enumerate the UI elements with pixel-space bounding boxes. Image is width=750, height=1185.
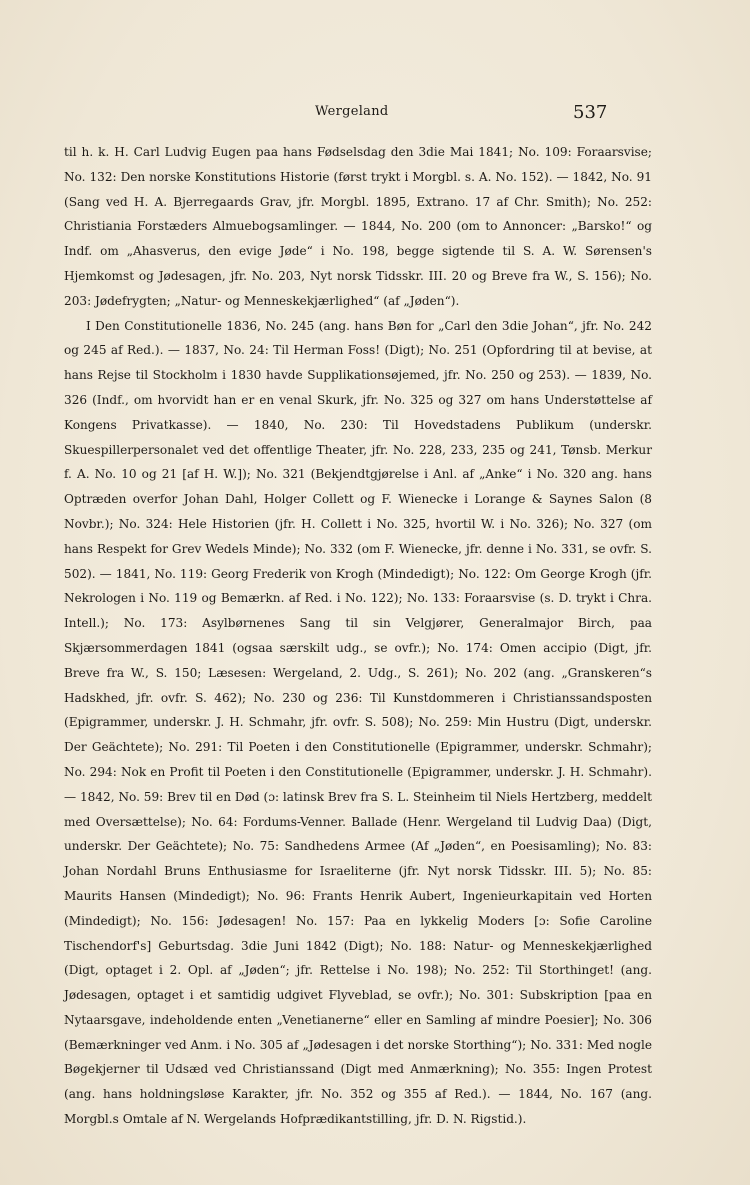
running-head <box>0 104 750 126</box>
body-text <box>64 140 652 1132</box>
paragraph-continuation: til h. k. H. Carl Ludvig Eugen paa hans Fødselsdag den 3die Mai 1841; No. 109: Foraarsvise; No. 132: Den norske Konstitutions Historie (først trykt i Morgbl. s. A. No. 152). — 1842, No. 91 (Sang ved H. A. Bjerregaards Grav, jfr. Morgbl. 1895, Extrano. 17 af Chr. Smith); No. 252: Christiania Forstæders Almuebogsamlinger. — 1844, No. 200 (om to Annoncer: „Barsko!“ og Indf. om „Ahasverus, den evige Jøde“ i No. 198, begge sigtende til S. A. W. Sørensen's Hjemkomst og Jødesagen, jfr. No. 203, Nyt norsk Tidsskr. III. 20 og Breve fra W., S. 156); No. 203: Jødefrygten; „Natur- og Menneskekjærlighed“ (af „Jøden“). <box>64 145 652 308</box>
running-head-title: Wergeland <box>315 104 389 119</box>
page-number: 537 <box>573 102 608 123</box>
paragraph-den-constitutionelle: I Den Constitutionelle 1836, No. 245 (ang. hans Bøn for „Carl den 3die Johan“, jfr. No. 242 og 245 af Red.). — 1837, No. 24: Til Herman Foss! (Digt); No. 251 (Opfordring til at bevise, at hans Rejse til Stockholm i 1830 havde Supplikationsøjemed, jfr. No. 250 og 253). — 1839, No. 326 (Indf., om hvorvidt han er en venal Skurk, jfr. No. 325 og 327 om hans Understøttelse af Kongens Privatkasse). — 1840, No. 230: Til Hovedstadens Publikum (underskr. Skuespillerpersonalet ved det offentlige Theater, jfr. No. 228, 233, 235 og 241, Tønsb. Merkur f. A. No. 10 og 21 [af H. W.]); No. 321 (Bekjendtgjørelse i Anl. af „Anke“ i No. 320 ang. hans Optræden overfor Johan Dahl, Holger Collett og F. Wienecke i Lorange & Saynes Salon (8 Novbr.); No. 324: Hele Historien (jfr. H. Collett i No. 325, hvortil W. i No. 326); No. 327 (om hans Respekt for Grev Wedels Minde); No. 332 (om F. Wienecke, jfr. denne i No. 331, se ovfr. S. 502). — 1841, No. 119: Georg Frederik von Krogh (Mindedigt); No. 122: Om George Krogh (jfr. Nekrologen i No. 119 og Bemærkn. af Red. i No. 122); No. 133: Foraarsvise (s. D. trykt i Chra. Intell.); No. 173: Asylbørnenes Sang til sin Velgjører, Generalmajor Birch, paa Skjærsommerdagen 1841 (ogsaa særskilt udg., se ovfr.); No. 174: Omen accipio (Digt, jfr. Breve fra W., S. 150; Læsesen: Wergeland, 2. Udg., S. 261); No. 202 (ang. „Granskeren“s Hadskhed, jfr. ovfr. S. 462); No. 230 og 236: Til Kunstdommeren i Christianssandsposten (Epigrammer, underskr. J. H. Schmahr, jfr. ovfr. S. 508); No. 259: Min Hustru (Digt, underskr. Der Geächtete); No. 291: Til Poeten i den Constitutionelle (Epigrammer, underskr. Schmahr); No. 294: Nok en Profit til Poeten i den Constitutionelle (Epigrammer, underskr. J. H. Schmahr). — 1842, No. 59: Brev til en Død (ɔ: latinsk Brev fra S. L. Steinheim til Niels Hertzberg, meddelt med Oversættelse); No. 64: Fordums-Venner. Ballade (Henr. Wergeland til Ludvig Daa) (Digt, underskr. Der Geächtete); No. 75: Sandhedens Armee (Af „Jøden“, en Poesisamling); No. 83: Johan Nordahl Bruns Enthusiasme for Israeliterne (jfr. Nyt norsk Tidsskr. III. 5); No. 85: Maurits Hansen (Mindedigt); No. 96: Frants Henrik Aubert, Ingenieurkapitain ved Horten (Mindedigt); No. 156: Jødesagen! No. 157: Paa en lykkelig Moders [ɔ: Sofie Caroline Tischendorf's] Geburtsdag. 3die Juni 1842 (Digt); No. 188: Natur- og Menneskekjærlighed (Digt, optaget i 2. Opl. af „Jøden“; jfr. Rettelse i No. 198); No. 252: Til Storthinget! (ang. Jødesagen, optaget i et samtidig udgivet Flyveblad, se ovfr.); No. 301: Subskription [paa en Nytaarsgave, indeholdende enten „Venetianerne“ eller en Samling af mindre Poesier]; No. 306 (Bemærkninger ved Anm. i No. 305 af „Jødesagen i det norske Storthing“); No. 331: Med nogle Bøgekjerner til Udsæd ved Christianssand (Digt med Anmærkning); No. 355: Ingen Protest (ang. hans holdningsløse Karakter, jfr. No. 352 og 355 af Red.). — 1844, No. 167 (ang. Morgbl.s Omtale af N. Wergelands Hofprædikantstilling, jfr. D. N. Rigstid.). <box>64 318 652 1127</box>
